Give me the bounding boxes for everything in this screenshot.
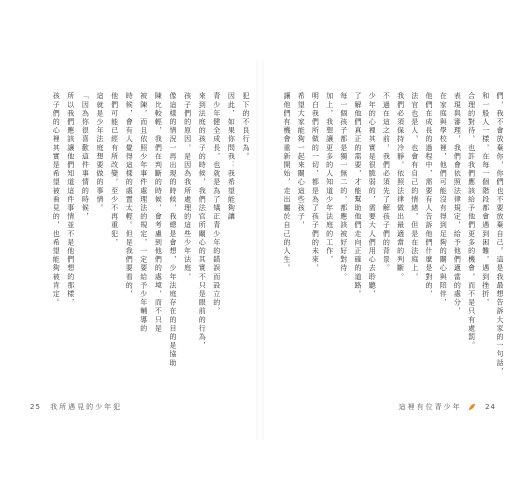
text-column: 來到法庭的孩子的時候，我們法官所關心的其實不只是眼前的行為， [198,92,207,350]
book-gutter [256,60,264,440]
text-column: 被陳，而且依照少年事件處理法的規定，一定要給予少年輔導的 [139,92,148,333]
left-page-footer [24,402,122,412]
text-column: 希望大家能夠一起來關心這些孩子， [297,92,306,230]
text-column: 青少年健全成長，也就是為了矯正青少年的錯誤而設立的， [212,92,221,316]
left-running-title: 我所遇見的少年犯 [50,403,123,411]
text-column: 孩子們的心裡其實是希望被看見的，也希望能夠被肯定。 [52,92,61,307]
text-column: 因此，如果你問我：我希望能夠讓 [227,92,236,221]
right-page-number: 24 [485,403,496,411]
text-column: 像這樣的情況一再出現的時候，我總是會想，少年法庭存在的目的是協助 [169,92,177,368]
text-column: 法官也是人，也會有自己的情緒，但是在法庭上， [410,92,419,282]
right-page [270,92,506,392]
text-column: 我們必須保持冷靜，依照法律做出最適當的判斷。 [396,92,405,282]
leaf-icon [468,403,476,411]
right-running-title: 這裡有位青少年 [398,403,462,411]
text-column: 了解他們真正的需要，才能幫助他們走向正確的道路。 [354,92,362,299]
text-column: 這就是少年法庭想要做的事情。 [96,92,104,213]
text-column: 他們在成長的過程中，需要有人告訴他們什麼是對的， [425,92,433,299]
text-column: 合理的對待，也許我們應該給予他們更多的機會，而不是只有處罰。 [467,92,476,350]
text-column: 陳比較輕，我們在判斷的時候，會考慮到他們的處境，而不只是 [154,92,163,333]
text-column: 所以我們應該讓他們知道這件事情並不是他們想的那樣， [66,92,75,307]
text-column: 表現與審理，我們會依照法律規定，給予他們適當的處分， [453,92,462,316]
text-column: 讓他們有機會重新開始，走出屬於自己的人生。 [283,92,291,273]
text-column: 「因為你很喜歡這件事情的時候， [81,92,90,221]
right-page-footer [399,402,502,412]
text-column: 犯下的不良行為。 [242,92,250,161]
left-page-number: 25 [30,403,41,411]
text-column: 們，我不會放棄你，你們也不要放棄自己。這是我最想告訴大家的一句話， [496,92,504,376]
text-column: 和一般人一樣，在每一個階段都會遇到困難，遇到挫折， [481,92,490,307]
text-column: 孩子們的原因，是因為我所處理的這些少年法庭， [183,92,192,282]
text-column: 他們可能已經有所改變，至少不再重犯， [110,92,119,247]
text-column: 少年的心裡其實是很脆弱的，需要大人們用心去聆聽， [368,92,377,299]
text-column: 每一個孩子都是獨一無二的，都應該被好好對待。 [339,92,348,282]
text-column: 不過在這之前，我們必須先了解孩子們的背景。 [382,92,391,273]
text-column: 加上，我想讓更多的人知道少年法庭的工作， [325,92,334,264]
left-page [24,92,252,392]
text-column: 時候，會有人覺得這樣的處置太輕。但是我們要看的， [125,92,134,299]
text-column: 明白我們所做的一切，都是為了孩子們的未來， [311,92,320,273]
text-column: 在家庭與學校裡，他們可能沒有得到足夠的關心與陪伴， [439,92,448,307]
